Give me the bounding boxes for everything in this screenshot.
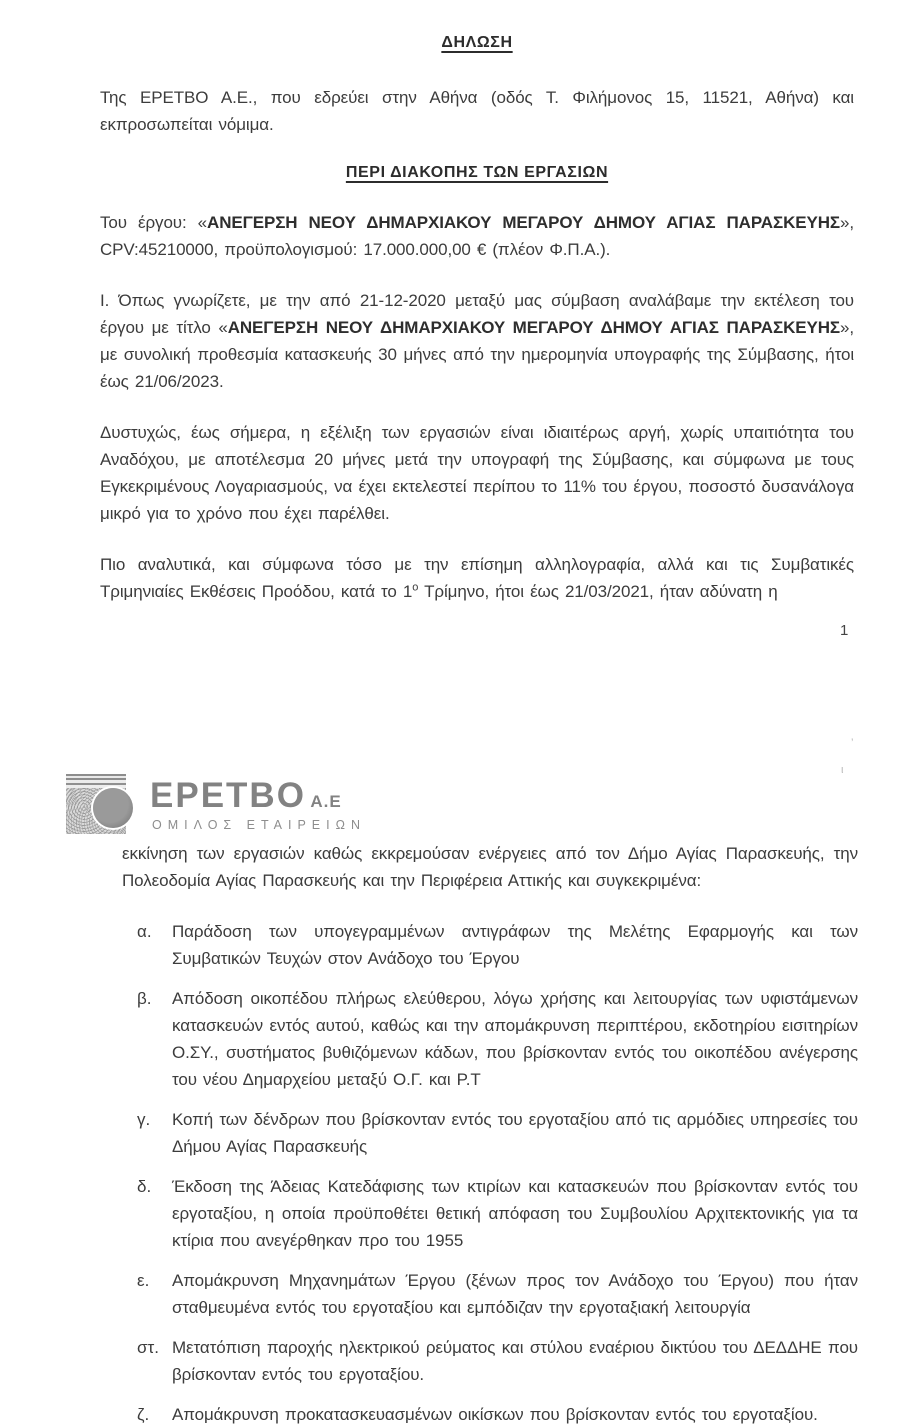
list-item-label: ε.: [137, 1271, 150, 1290]
list-item: [137, 1334, 858, 1388]
list-item: [137, 1267, 858, 1321]
list-item-label: α.: [137, 922, 152, 941]
list-item-text: Απόδοση οικοπέδου πλήρως ελεύθερου, λόγω χρήσης και λειτουργίας των υφιστάμενων κατασκευών εντός αυτού, καθώς και την απομάκρυνση περιπτέρου, εκδοτηρίου εισιτηρίων Ο.ΣΥ., συστήματος βυθιζόμενων κάδων, που βρίσκονταν εντός του οικοπέδου ανέγερσης του νέου Δημαρχείου μεταξύ Ο.Γ. και Ρ.Τ: [172, 989, 858, 1089]
project-prefix: Του έργου: «: [100, 213, 208, 232]
list-item: [137, 1401, 858, 1428]
page-number: 1: [840, 622, 849, 639]
logo-circle-icon: [93, 788, 133, 828]
document-subtitle-text: ΠΕΡΙ ΔΙΑΚΟΠΗΣ ΤΩΝ ΕΡΓΑΣΙΩΝ: [345, 164, 609, 181]
continuation-paragraph: εκκίνηση των εργασιών καθώς εκκρεμούσαν ενέργειες από τον Δήμο Αγίας Παρασκευής, την Πολεοδομία Αγίας Παρασκευής και την Περιφέρεια Αττικής και συγκεκριμένα:: [122, 844, 858, 890]
pending-actions-list: [137, 918, 858, 1428]
logo-text: [150, 776, 342, 816]
project-suffix: », CPV:45210000, προϋπολογισμού: 17.000.000,00 € (πλέον Φ.Π.Α.).: [100, 213, 854, 259]
page-2: [0, 700, 918, 1424]
paragraph-3-after: Τρίμηνο, ήτοι έως 21/03/2021, ήταν αδύνατη η: [418, 582, 778, 601]
list-item-text: Παράδοση των υπογεγραμμένων αντιγράφων της Μελέτης Εφαρμογής και των Συμβατικών Τευχών στον Ανάδοχο του Έργου: [172, 922, 858, 968]
page-1: [0, 0, 918, 700]
project-name: ΑΝΕΓΕΡΣΗ ΝΕΟΥ ΔΗΜΑΡΧΙΑΚΟΥ ΜΕΓΑΡΟΥ ΔΗΜΟΥ ΑΓΙΑΣ ΠΑΡΑΣΚΕΥΗΣ: [207, 213, 841, 232]
paragraph-1: [100, 287, 854, 395]
company-logo: [66, 770, 366, 842]
paragraph-1-project-name: ΑΝΕΓΕΡΣΗ ΝΕΟΥ ΔΗΜΑΡΧΙΑΚΟΥ ΜΕΓΑΡΟΥ ΔΗΜΟΥ ΑΓΙΑΣ ΠΑΡΑΣΚΕΥΗΣ: [227, 318, 841, 337]
ordinal-superscript: ο: [412, 581, 419, 594]
document-title: [100, 34, 854, 52]
list-item-text: Έκδοση της Άδειας Κατεδάφισης των κτιρίων και κατασκευών που βρίσκονταν εντός του εργοταξίου, η οποία προϋποθέτει θετική απόφαση του Συμβουλίου Αρχιτεκτονικής για τα κτίρια που ανεγέρθηκαν προ του 1955: [172, 1177, 858, 1250]
list-item: [137, 985, 858, 1093]
logo-company-suffix: Α.Ε: [310, 792, 342, 811]
list-item-label: δ.: [137, 1177, 152, 1196]
intro-paragraph: Της ΕΡΕΤΒΟ Α.Ε., που εδρεύει στην Αθήνα (οδός Τ. Φιλήμονος 15, 11521, Αθήνα) και εκπροσωπείται νόμιμα.: [100, 88, 854, 134]
scan-artifact: ι: [841, 764, 844, 776]
list-item-label: γ.: [137, 1110, 151, 1129]
scan-artifact: ’: [851, 737, 854, 749]
list-item: [137, 1173, 858, 1254]
list-item-label: β.: [137, 989, 152, 1008]
list-item-label: ζ.: [137, 1405, 150, 1424]
document-subtitle: [100, 164, 854, 182]
list-item: [137, 1106, 858, 1160]
paragraph-2: Δυστυχώς, έως σήμερα, η εξέλιξη των εργασιών είναι ιδιαιτέρως αργή, χωρίς υπαιτιότητα του Αναδόχου, με αποτέλεσμα 20 μήνες μετά την υπογραφή της Σύμβασης, και σύμφωνα με τους Εγκεκριμένους Λογαριασμούς, να έχει εκτελεστεί περίπου το 11% του έργου, ποσοστό δυσανάλογα μικρό για το χρόνο που έχει παρέλθει.: [100, 423, 854, 523]
list-item: [137, 918, 858, 972]
logo-mark-icon: [66, 774, 126, 834]
paragraph-3: [100, 551, 854, 605]
paragraph-3-before: Πιο αναλυτικά, και σύμφωνα τόσο με την επίσημη αλληλογραφία, αλλά και τις Συμβατικές Τριμηνιαίες Εκθέσεις Προόδου, κατά το 1: [100, 555, 854, 601]
list-item-text: Μετατόπιση παροχής ηλεκτρικού ρεύματος και στύλου εναέριου δικτύου του ΔΕΔΔΗΕ που βρίσκονταν εντός του εργοταξίου.: [172, 1338, 858, 1384]
paragraph-1-before: Ι. Όπως γνωρίζετε, με την από 21-12-2020 μεταξύ μας σύμβαση αναλάβαμε την εκτέλεση του έργου με τίτλο «: [100, 291, 854, 337]
list-item-text: Απομάκρυνση Μηχανημάτων Έργου (ξένων προς τον Ανάδοχο του Έργου) που ήταν σταθμευμένα εντός του εργοταξίου και εμπόδιζαν την εργοταξιακή λειτουργία: [172, 1271, 858, 1317]
logo-tagline: ΟΜΙΛΟΣ ΕΤΑΙΡΕΙΩΝ: [152, 818, 366, 832]
list-item-label: στ.: [137, 1338, 159, 1357]
project-paragraph: [100, 209, 854, 263]
document-title-text: ΔΗΛΩΣΗ: [441, 34, 513, 51]
list-item-text: Απομάκρυνση προκατασκευασμένων οικίσκων που βρίσκονταν εντός του εργοταξίου.: [172, 1405, 818, 1424]
list-item-text: Κοπή των δένδρων που βρίσκονταν εντός του εργοταξίου από τις αρμόδιες υπηρεσίες του Δήμου Αγίας Παρασκευής: [172, 1110, 858, 1156]
paragraph-1-after: », με συνολική προθεσμία κατασκευής 30 μήνες από την ημερομηνία υπογραφής της Σύμβασης, ήτοι έως 21/06/2023.: [100, 318, 854, 391]
logo-company-name: ΕΡΕΤΒΟ: [150, 776, 306, 815]
